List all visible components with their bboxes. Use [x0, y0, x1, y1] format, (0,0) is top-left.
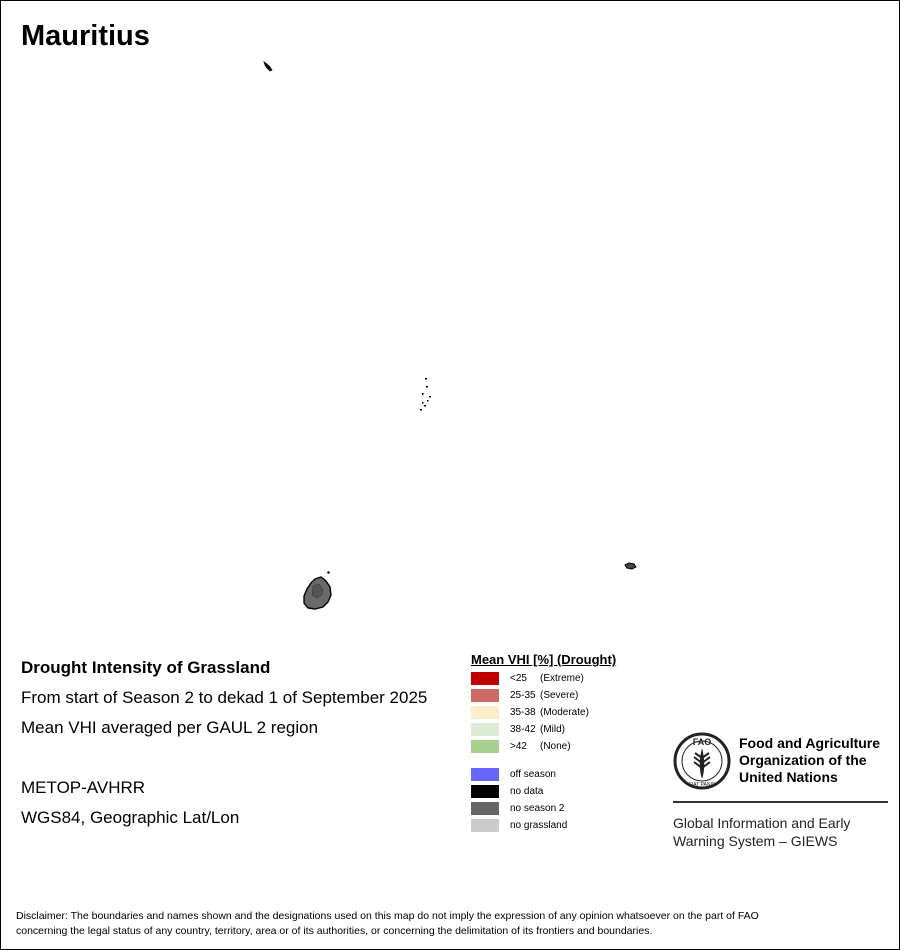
- giews-line: Warning System – GIEWS: [673, 833, 838, 849]
- legend-code: 25-35: [510, 690, 536, 701]
- legend-desc: (None): [540, 741, 571, 752]
- organization-name-line: Organization of the: [739, 752, 867, 768]
- fao-logo-letters: FAO: [692, 737, 712, 747]
- shoal-islets: [420, 378, 431, 411]
- legend-swatch: [471, 706, 499, 719]
- product-sensor: METOP-AVHRR: [21, 778, 146, 797]
- product-projection: WGS84, Geographic Lat/Lon: [21, 808, 240, 827]
- legend-code: no grassland: [510, 820, 568, 831]
- product-period: From start of Season 2 to dekad 1 of September 2025: [21, 688, 428, 707]
- map-title: Mauritius: [21, 20, 150, 52]
- product-title: Drought Intensity of Grassland: [21, 658, 271, 677]
- legend-code: 38-42: [510, 724, 536, 735]
- disclaimer-line: concerning the legal status of any country, territory, area or of its authorities, or concerning the delimitation of its frontiers and boundaries.: [16, 925, 653, 937]
- legend-title: Mean VHI [%] (Drought): [471, 652, 617, 667]
- disclaimer-line: Disclaimer: The boundaries and names shown and the designations used on this map do not imply the expression of any opinion whatsoever on the part of FAO: [16, 910, 759, 922]
- product-method: Mean VHI averaged per GAUL 2 region: [21, 718, 319, 737]
- legend-swatch: [471, 785, 499, 798]
- legend-desc: (Extreme): [540, 673, 584, 684]
- legend-desc: (Moderate): [540, 707, 589, 718]
- legend-desc: (Mild): [540, 724, 565, 735]
- legend-swatch: [471, 819, 499, 832]
- map-canvas: [1, 1, 899, 641]
- fao-logo-icon: [673, 732, 731, 790]
- legend-swatch: [471, 723, 499, 736]
- fao-logo-motto: FIAT PANIS: [688, 782, 716, 788]
- legend-swatch: [471, 689, 499, 702]
- organization-divider: [673, 801, 888, 803]
- legend-swatch: [471, 740, 499, 753]
- legend-code: 35-38: [510, 707, 536, 718]
- legend-code: <25: [510, 673, 527, 684]
- legend-code: no data: [510, 786, 544, 797]
- giews-program: [673, 814, 850, 850]
- legend-code: >42: [510, 741, 527, 752]
- organization-name-line: Food and Agriculture: [739, 735, 881, 751]
- rodrigues-island: [625, 563, 636, 569]
- northern-islet: [264, 62, 272, 71]
- legend: [471, 652, 671, 831]
- legend-swatch: [471, 672, 499, 685]
- legend-swatch: [471, 802, 499, 815]
- mauritius-island: [304, 571, 331, 609]
- legend-swatch: [471, 768, 499, 781]
- disclaimer: [16, 909, 759, 939]
- giews-line: Global Information and Early: [673, 815, 851, 831]
- organization-name-line: United Nations: [739, 769, 838, 785]
- organization-name: [739, 735, 880, 786]
- legend-code: no season 2: [510, 803, 565, 814]
- legend-desc: (Severe): [540, 690, 579, 701]
- legend-code: off season: [510, 769, 556, 780]
